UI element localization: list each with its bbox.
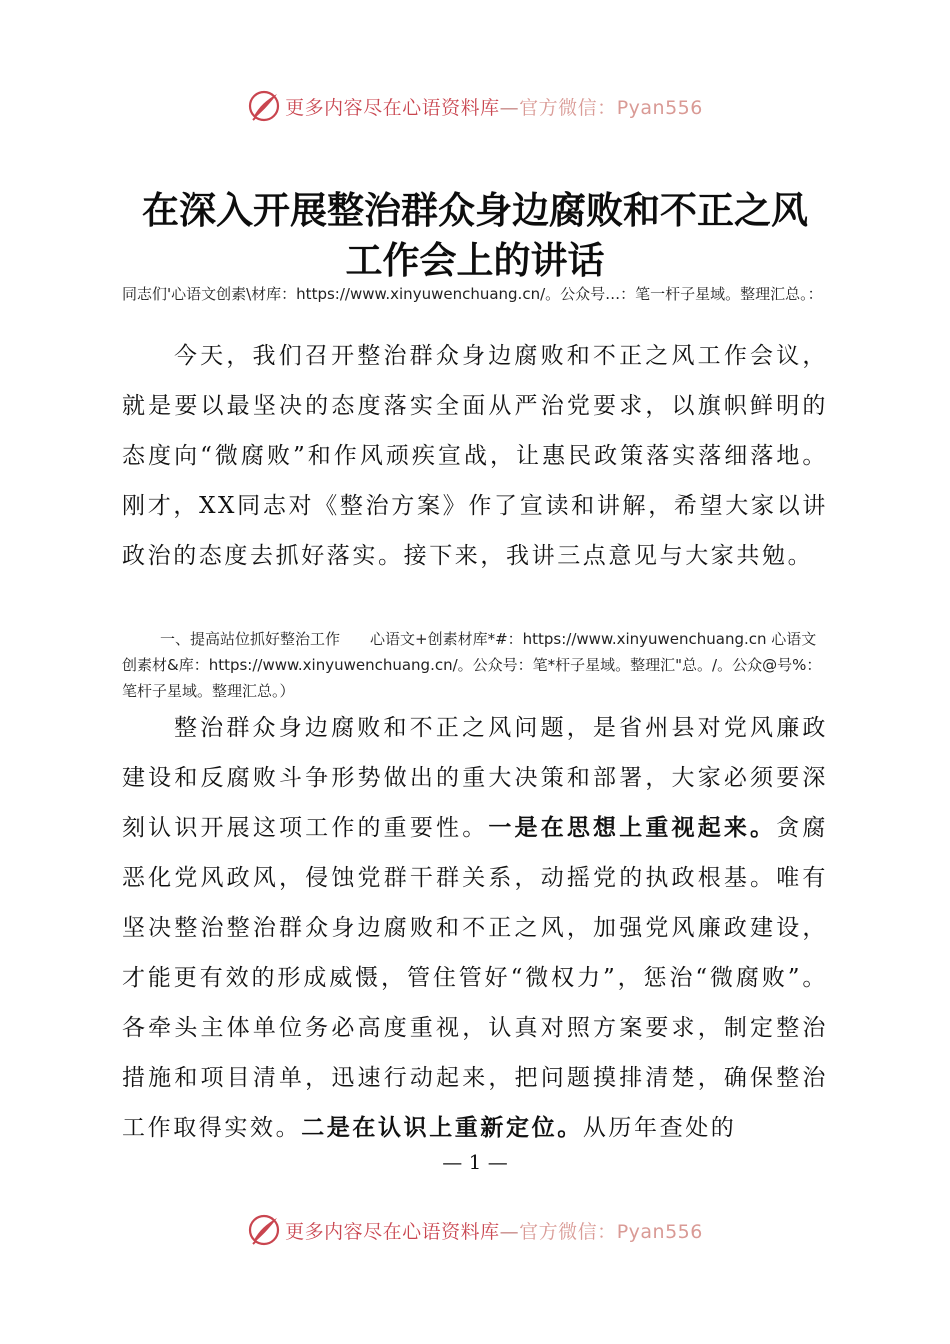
banner-wechat-label: 官方微信：: [519, 96, 617, 119]
paragraph-2-bold-point-2: 二是在认识上重新定位。: [301, 1114, 583, 1141]
footer-banner: [0, 1210, 950, 1250]
paragraph-2-text-1: 整治群众身边腐败和不正之风问题，是省州县对党风廉政建设和反腐败斗争形势做出的重大决策和部署，大家必须要深刻认识开展这项工作的重要性。: [122, 715, 828, 841]
body-paragraph-1: 今天，我们召开整治群众身边腐败和不正之风工作会议，就是要以最坚决的态度落实全面从严治党要求，以旗帜鲜明的态度向“微腐败”和作风顽疾宣战，让惠民政策落实落细落地。刚才，XX同志对《整治方案》作了宣读和讲解，希望大家以讲政治的态度去抓好落实。接下来，我讲三点意见与大家共勉。: [122, 343, 828, 569]
banner-text: [285, 93, 703, 120]
document-title-line-1: 在深入开展整治群众身边腐败和不正之风: [142, 188, 808, 232]
watermark-note-1: 同志们'心语文创素\材库：https://www.xinyuwenchuang.cn/。公众号…：笔一杆子星域。整理汇总。：: [122, 285, 823, 303]
body-paragraph-2: [122, 703, 828, 1153]
footer-banner-wechat-id: Pyan556: [616, 1220, 703, 1243]
document-title-line-2: 工作会上的讲话: [345, 238, 605, 282]
banner-wechat-id: Pyan556: [616, 96, 703, 119]
footer-banner-text: [285, 1217, 703, 1244]
quill-logo-icon: [247, 1213, 281, 1247]
paragraph-2-text-3: 从历年查处的: [582, 1115, 737, 1141]
section-heading-note: 一、提高站位抓好整治工作 心语文+创素材库*#：https://www.xinyuwenchuang.cn 心语文创素材&库：https://www.xinyuwenchuang.cn/。公众号：笔*杆子星域。整理汇"总。/。公众@号%：笔杆子星域。整理汇总。）: [122, 630, 822, 700]
page-number: — 1 —: [442, 1150, 508, 1174]
quill-logo-icon: [247, 89, 281, 123]
paragraph-2-bold-point-1: 一是在思想上重视起来。: [488, 814, 777, 841]
header-banner: [0, 86, 950, 126]
banner-dash: —: [499, 96, 520, 119]
footer-banner-wechat-label: 官方微信：: [519, 1220, 617, 1243]
banner-brand: 更多内容尽在心语资料库: [285, 96, 500, 119]
footer-banner-dash: —: [499, 1220, 520, 1243]
paragraph-2-text-2: 贪腐恶化党风政风，侵蚀党群干群关系，动摇党的执政根基。唯有坚决整治整治群众身边腐败和不正之风，加强党风廉政建设，才能更有效的形成威慑，管住管好“微权力”，惩治“微腐败”。各牵头主体单位务必高度重视，认真对照方案要求，制定整治措施和项目清单，迅速行动起来，把问题摸排清楚，确保整治工作取得实效。: [122, 815, 828, 1141]
footer-banner-brand: 更多内容尽在心语资料库: [285, 1220, 500, 1243]
